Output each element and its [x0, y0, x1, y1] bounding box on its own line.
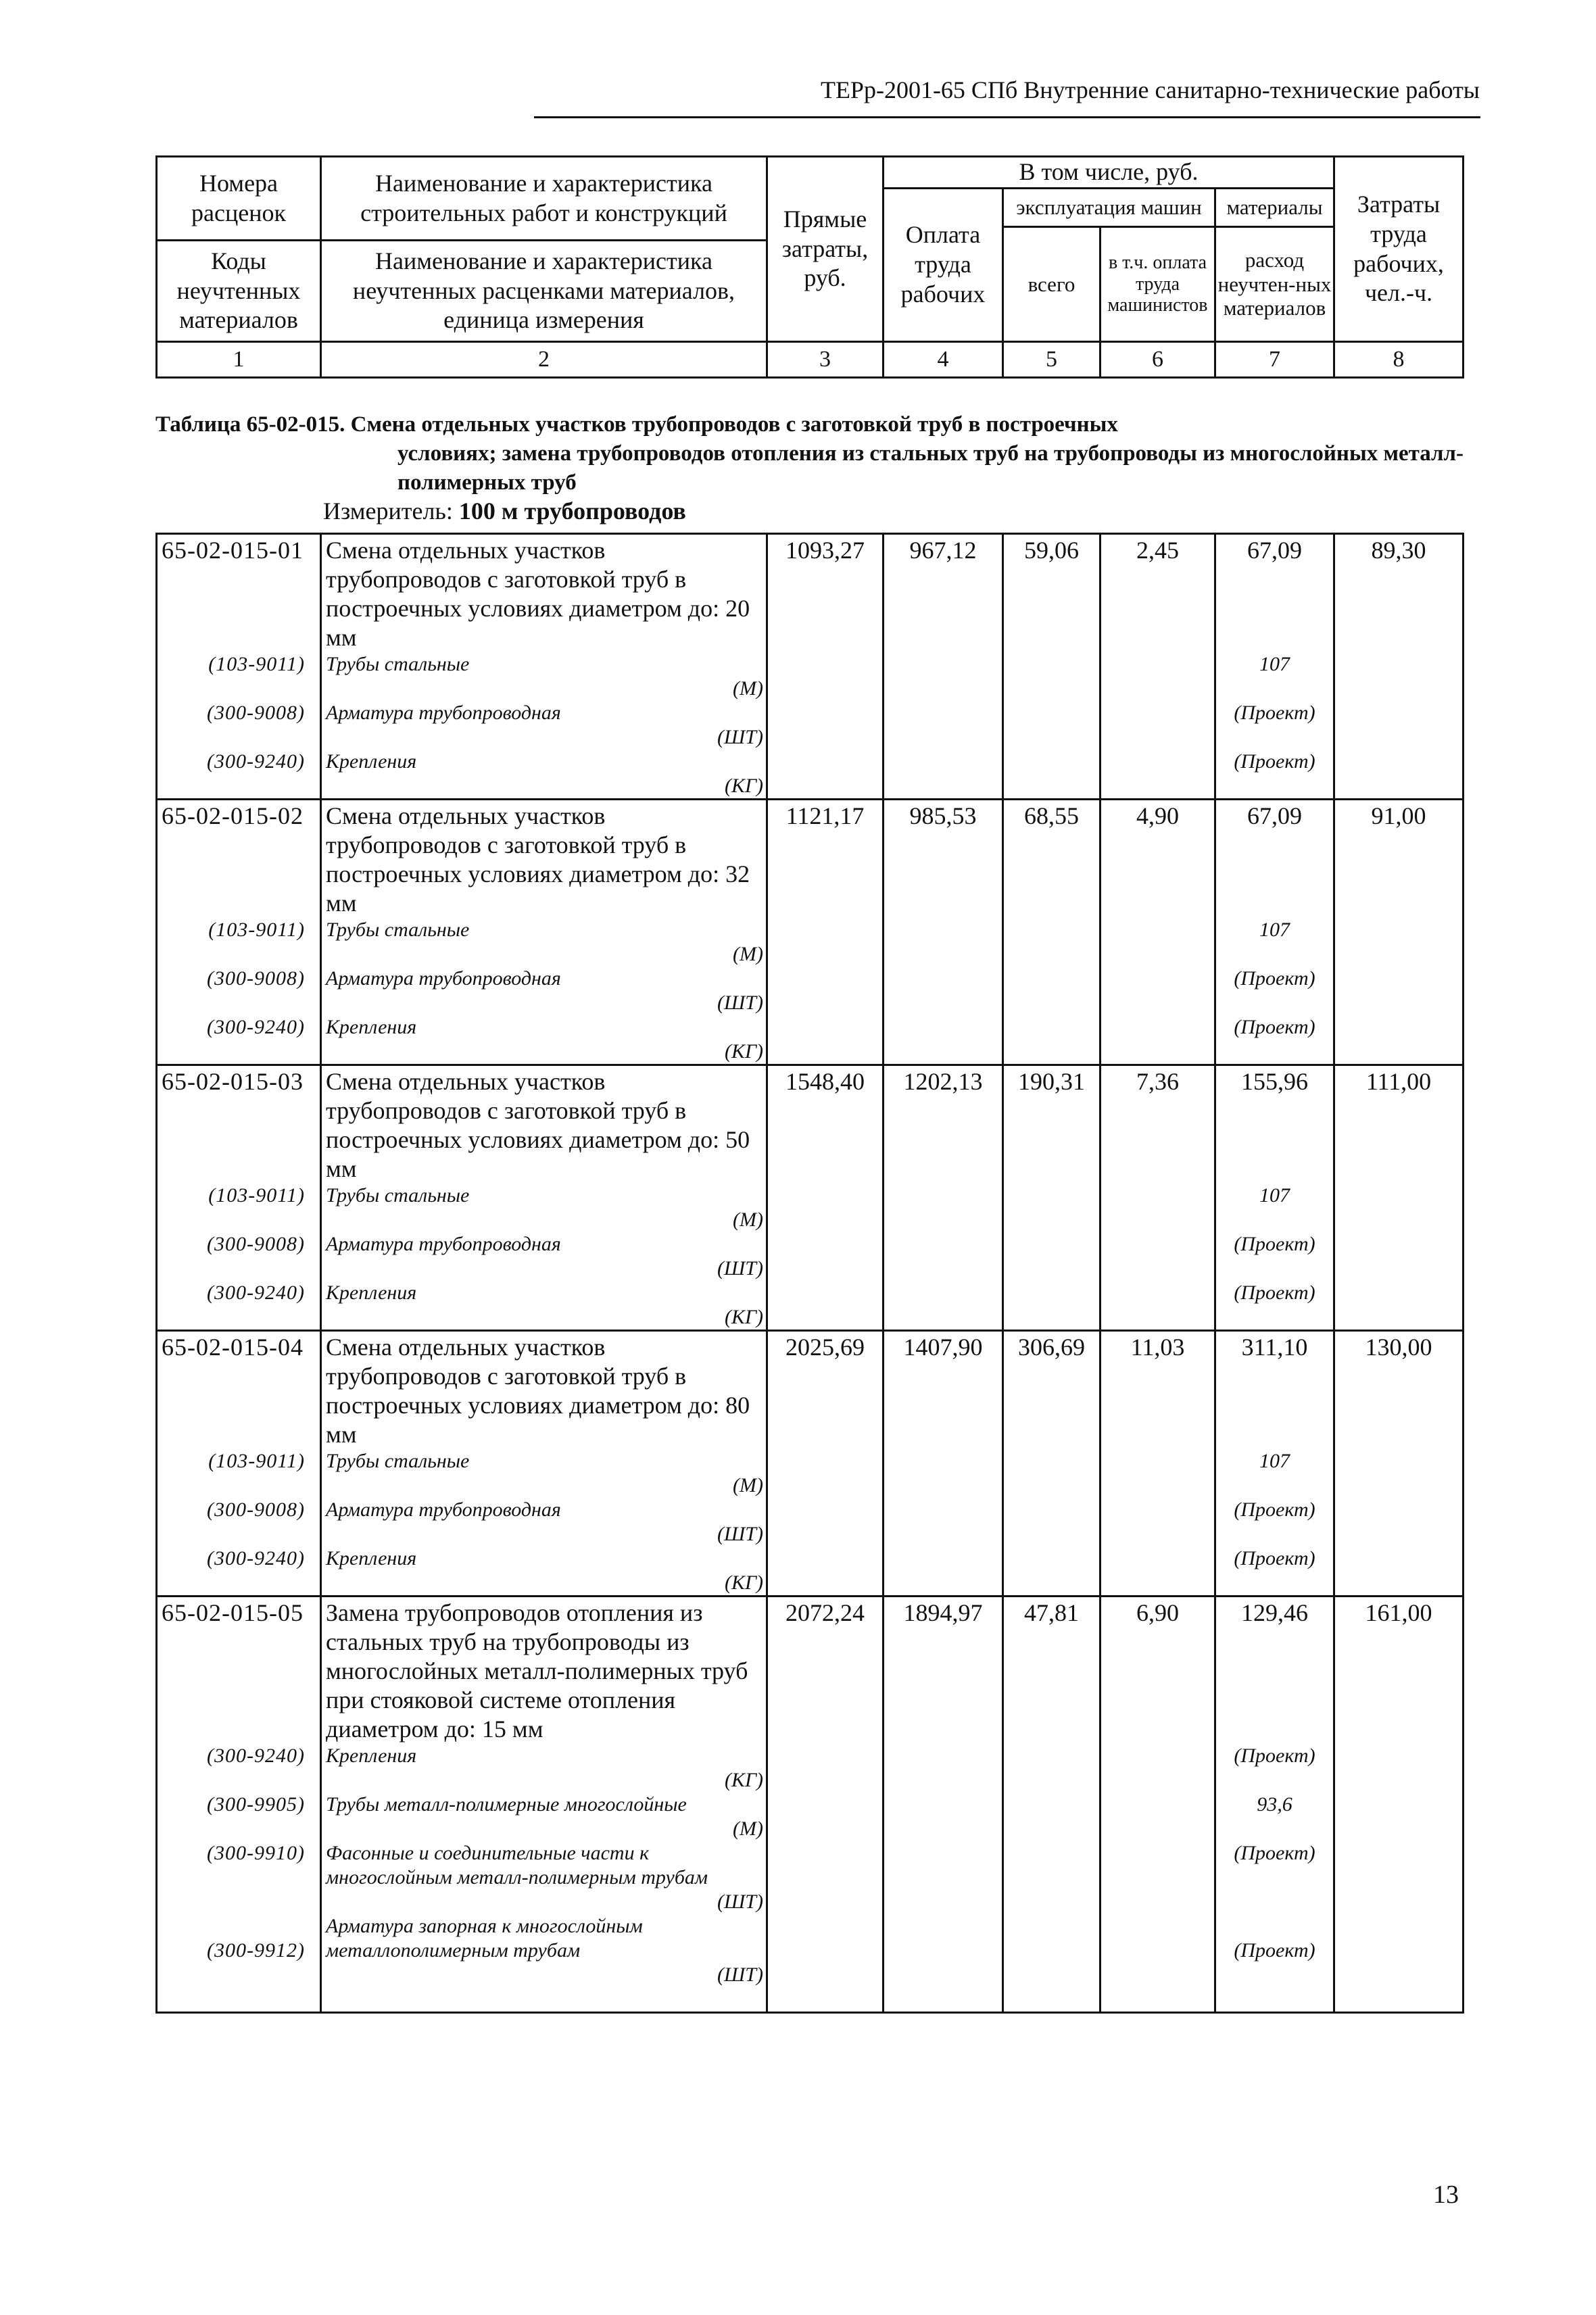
material-quantity: (Проект)	[1234, 967, 1315, 990]
hdr-num-7: 7	[1215, 342, 1334, 378]
table-row	[157, 1065, 1464, 1331]
material-unit: (КГ)	[725, 1306, 763, 1328]
material-item	[326, 1498, 763, 1546]
material-name: Крепления	[326, 750, 417, 773]
material-code: (300-9905)	[207, 1793, 305, 1816]
material-quantity: (Проект)	[1234, 702, 1315, 724]
material-quantity: (Проект)	[1234, 1842, 1315, 1864]
material-quantity: (Проект)	[1234, 1745, 1315, 1767]
material-item	[326, 1793, 763, 1841]
rate-code: 65-02-015-04	[162, 1334, 304, 1361]
rate-code-cell	[157, 1597, 321, 2013]
value-direct	[767, 800, 884, 1065]
value-mach-labor	[1101, 1065, 1215, 1331]
material-quantity: (Проект)	[1234, 1233, 1315, 1255]
table-row	[157, 1331, 1464, 1597]
material-quantity: (Проект)	[1234, 750, 1315, 773]
value-direct	[767, 1331, 884, 1597]
rate-name-cell	[321, 1331, 767, 1597]
value-hours	[1334, 534, 1464, 800]
rate-code-cell	[157, 534, 321, 800]
value-text: 967,12	[909, 537, 977, 564]
value-text: 130,00	[1365, 1334, 1432, 1361]
material-unit: (М)	[733, 1474, 763, 1496]
hdr-col2-top: Наименование и характеристика строительных работ и конструкций	[321, 157, 767, 241]
hdr-col5: всего	[1003, 227, 1101, 342]
material-code: (103-9011)	[208, 919, 305, 941]
rate-code: 65-02-015-05	[162, 1599, 304, 1626]
hdr-num-8: 8	[1334, 342, 1464, 378]
hdr-col3: Прямые затраты, руб.	[767, 157, 884, 342]
material-code: (300-9910)	[207, 1842, 305, 1864]
value-hours	[1334, 1331, 1464, 1597]
material-name: Фасонные и соединительные части к многослойным металл-полимерным трубам	[326, 1842, 708, 1888]
material-unit: (КГ)	[725, 1769, 763, 1791]
value-mach-labor	[1101, 800, 1215, 1065]
hdr-group: В том числе, руб.	[884, 157, 1334, 189]
material-unit: (ШТ)	[717, 1257, 763, 1280]
material-name: Трубы стальные	[326, 1184, 470, 1207]
rate-name-cell	[321, 1065, 767, 1331]
hdr-num-5: 5	[1003, 342, 1101, 378]
value-labor	[884, 534, 1003, 800]
value-text: 11,03	[1130, 1334, 1185, 1361]
material-unit: (КГ)	[725, 1571, 763, 1594]
table-row	[157, 534, 1464, 800]
hdr-machines: эксплуатация машин	[1003, 189, 1215, 227]
material-name: Арматура трубопроводная	[326, 967, 561, 990]
value-mach	[1003, 1065, 1101, 1331]
rate-name: Замена трубопроводов отопления из стальных труб на трубопроводы из многослойных металл-полимерных труб при стояковой системе отопления диаметром до: 15 мм	[326, 1599, 748, 1743]
value-text: 1093,27	[785, 537, 865, 564]
material-quantity: 107	[1259, 919, 1290, 941]
value-text: 68,55	[1024, 802, 1079, 829]
rate-name-cell	[321, 534, 767, 800]
material-item	[326, 918, 763, 967]
material-quantity: (Проект)	[1234, 1282, 1315, 1304]
material-item	[326, 1744, 763, 1793]
value-text: 1121,17	[785, 802, 865, 829]
material-quantity: 107	[1259, 1184, 1290, 1207]
table-caption-line2: условиях; замена трубопроводов отопления из стальных труб на трубопроводы из многослойных металл-полимерных труб	[397, 441, 1464, 495]
value-mach	[1003, 1597, 1101, 2013]
measure-label: Измеритель:	[323, 497, 453, 525]
material-item	[326, 701, 763, 750]
value-direct	[767, 1065, 884, 1331]
hdr-num-1: 1	[157, 342, 321, 378]
value-text: 306,69	[1018, 1334, 1085, 1361]
material-code: (300-9240)	[207, 750, 305, 773]
material-code: (300-9008)	[207, 702, 305, 724]
material-name: Арматура запорная к многослойным металлополимерным трубам	[326, 1915, 643, 1961]
hdr-col4: Оплата труда рабочих	[884, 189, 1003, 342]
material-code: (300-9240)	[207, 1016, 305, 1038]
value-text: 91,00	[1371, 802, 1426, 829]
material-unit: (ШТ)	[717, 1964, 763, 1986]
material-item	[326, 1546, 763, 1595]
value-text: 1202,13	[903, 1068, 983, 1095]
value-text: 2025,69	[785, 1334, 865, 1361]
hdr-num-2: 2	[321, 342, 767, 378]
material-unit: (М)	[733, 1209, 763, 1231]
rate-name-cell	[321, 1597, 767, 2013]
value-text: 89,30	[1371, 537, 1426, 564]
material-quantity: (Проект)	[1234, 1498, 1315, 1521]
rate-code: 65-02-015-03	[162, 1068, 304, 1095]
hdr-col1-bottom: Коды неучтенных материалов	[157, 241, 321, 342]
material-code: (103-9011)	[208, 653, 305, 675]
hdr-num-3: 3	[767, 342, 884, 378]
materials-cost: 67,09	[1247, 802, 1302, 829]
material-code: (300-9008)	[207, 967, 305, 990]
value-direct	[767, 1597, 884, 2013]
measure-value: 100 м трубопроводов	[458, 497, 686, 525]
material-unit: (КГ)	[725, 775, 763, 797]
table-caption-label: Таблица 65-02-015.	[155, 412, 345, 437]
value-materials	[1215, 1065, 1334, 1331]
value-labor	[884, 800, 1003, 1065]
hdr-num-6: 6	[1101, 342, 1215, 378]
material-name: Арматура трубопроводная	[326, 1233, 561, 1255]
material-code: (300-9008)	[207, 1233, 305, 1255]
value-mach	[1003, 534, 1101, 800]
table-caption-line1: Смена отдельных участков трубопроводов с заготовкой труб в построечных	[350, 412, 1118, 437]
value-labor	[884, 1597, 1003, 2013]
material-code: (300-9912)	[207, 1939, 305, 1961]
table-caption	[155, 410, 1480, 497]
hdr-num-4: 4	[884, 342, 1003, 378]
material-unit: (ШТ)	[717, 726, 763, 748]
material-code: (300-9008)	[207, 1498, 305, 1521]
material-item	[326, 652, 763, 701]
rate-name: Смена отдельных участков трубопроводов с заготовкой труб в построечных условиях диаметром до: 50 мм	[326, 1068, 750, 1182]
table-row	[157, 800, 1464, 1065]
material-item	[326, 1015, 763, 1064]
material-unit: (КГ)	[725, 1040, 763, 1063]
material-name: Арматура трубопроводная	[326, 1498, 561, 1521]
material-item	[326, 1281, 763, 1330]
measure-unit	[323, 497, 686, 525]
material-unit: (М)	[733, 1818, 763, 1840]
value-materials	[1215, 800, 1334, 1065]
material-code: (300-9240)	[207, 1282, 305, 1304]
value-text: 190,31	[1018, 1068, 1085, 1095]
material-item	[326, 967, 763, 1015]
header-rule	[534, 116, 1480, 118]
material-unit: (ШТ)	[717, 1523, 763, 1545]
material-code: (103-9011)	[208, 1184, 305, 1207]
material-name: Арматура трубопроводная	[326, 702, 561, 724]
value-text: 47,81	[1024, 1599, 1079, 1626]
material-item	[326, 750, 763, 798]
value-hours	[1334, 1065, 1464, 1331]
materials-cost: 129,46	[1241, 1599, 1308, 1626]
value-hours	[1334, 1597, 1464, 2013]
materials-cost: 155,96	[1241, 1068, 1308, 1095]
rate-name: Смена отдельных участков трубопроводов с заготовкой труб в построечных условиях диаметром до: 80 мм	[326, 1334, 750, 1448]
value-labor	[884, 1331, 1003, 1597]
material-name: Крепления	[326, 1547, 417, 1569]
value-mach	[1003, 1331, 1101, 1597]
material-item	[326, 1184, 763, 1232]
material-unit: (М)	[733, 677, 763, 700]
material-quantity: 93,6	[1257, 1793, 1292, 1816]
material-item	[326, 1914, 763, 1987]
value-hours	[1334, 800, 1464, 1065]
hdr-col7: расход неучтен-ных материалов	[1215, 227, 1334, 342]
value-mach	[1003, 800, 1101, 1065]
value-text: 1407,90	[903, 1334, 983, 1361]
rates-table	[155, 533, 1464, 2014]
material-name: Трубы стальные	[326, 1450, 470, 1472]
rate-code-cell	[157, 800, 321, 1065]
material-quantity: (Проект)	[1234, 1547, 1315, 1569]
value-text: 111,00	[1365, 1068, 1432, 1095]
hdr-col6: в т.ч. оплата труда машинистов	[1101, 227, 1215, 342]
column-header-table	[155, 155, 1464, 379]
value-text: 161,00	[1365, 1599, 1432, 1626]
hdr-materials: материалы	[1215, 189, 1334, 227]
rate-name-cell	[321, 800, 767, 1065]
rate-name: Смена отдельных участков трубопроводов с заготовкой труб в построечных условиях диаметром до: 32 мм	[326, 802, 750, 917]
value-materials	[1215, 534, 1334, 800]
value-text: 2,45	[1136, 537, 1179, 564]
value-text: 2072,24	[785, 1599, 865, 1626]
value-text: 7,36	[1136, 1068, 1179, 1095]
value-materials	[1215, 1331, 1334, 1597]
value-mach-labor	[1101, 534, 1215, 800]
material-item	[326, 1841, 763, 1914]
value-text: 1548,40	[785, 1068, 865, 1095]
rate-code-cell	[157, 1331, 321, 1597]
hdr-col2-bottom: Наименование и характеристика неучтенных расценками материалов, единица измерения	[321, 241, 767, 342]
material-code: (300-9240)	[207, 1547, 305, 1569]
running-header: ТЕРр-2001-65 СПб Внутренние санитарно-технические работы	[820, 76, 1480, 103]
page-number: 13	[1433, 2180, 1459, 2209]
material-item	[326, 1449, 763, 1498]
value-text: 59,06	[1024, 537, 1079, 564]
value-text: 6,90	[1136, 1599, 1179, 1626]
material-name: Крепления	[326, 1745, 417, 1767]
material-quantity: 107	[1259, 1450, 1290, 1472]
material-quantity: (Проект)	[1234, 1016, 1315, 1038]
table-row	[157, 1597, 1464, 2013]
value-text: 4,90	[1136, 802, 1179, 829]
material-name: Трубы металл-полимерные многослойные	[326, 1793, 687, 1816]
value-direct	[767, 534, 884, 800]
material-unit: (ШТ)	[717, 1891, 763, 1913]
rate-code: 65-02-015-01	[162, 537, 304, 564]
material-name: Трубы стальные	[326, 919, 470, 941]
material-name: Крепления	[326, 1016, 417, 1038]
material-quantity: 107	[1259, 653, 1290, 675]
hdr-col8: Затраты труда рабочих, чел.-ч.	[1334, 157, 1464, 342]
value-materials	[1215, 1597, 1334, 2013]
material-unit: (ШТ)	[717, 992, 763, 1014]
material-name: Трубы стальные	[326, 653, 470, 675]
material-unit: (М)	[733, 943, 763, 965]
materials-cost: 311,10	[1241, 1334, 1308, 1361]
material-quantity: (Проект)	[1234, 1939, 1315, 1961]
material-code: (300-9240)	[207, 1745, 305, 1767]
value-mach-labor	[1101, 1597, 1215, 2013]
material-item	[326, 1232, 763, 1281]
value-mach-labor	[1101, 1331, 1215, 1597]
rate-code: 65-02-015-02	[162, 802, 304, 829]
value-labor	[884, 1065, 1003, 1331]
value-text: 1894,97	[903, 1599, 983, 1626]
material-name: Крепления	[326, 1282, 417, 1304]
rate-code-cell	[157, 1065, 321, 1331]
rates-table-body	[157, 534, 1464, 2013]
value-text: 985,53	[909, 802, 977, 829]
rate-name: Смена отдельных участков трубопроводов с заготовкой труб в построечных условиях диаметром до: 20 мм	[326, 537, 750, 651]
materials-cost: 67,09	[1247, 537, 1302, 564]
material-code: (103-9011)	[208, 1450, 305, 1472]
hdr-col1-top: Номера расценок	[157, 157, 321, 241]
